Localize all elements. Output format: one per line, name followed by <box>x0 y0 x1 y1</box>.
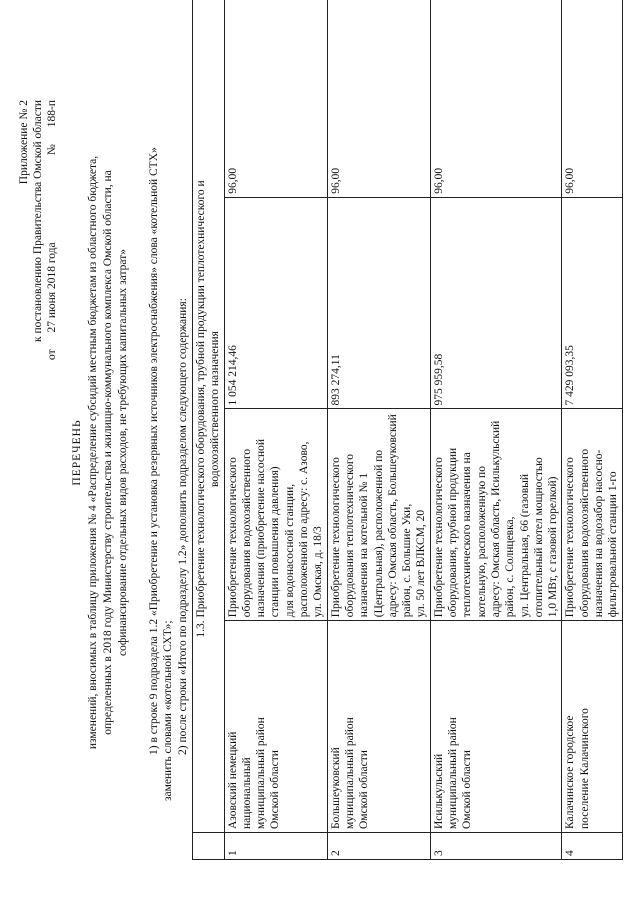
document-subtitle-line-1: изменений, вносимых в таблицу приложения № 4 «Распределение субсидий местным бюджетам из областного бюджета, <box>87 155 99 750</box>
appendix-from: от <box>46 349 58 360</box>
row-percent: 96,00 <box>224 0 327 197</box>
document-title: ПЕРЕЧЕНЬ <box>71 419 83 486</box>
appendix-resolution: к постановлению Правительства Омской области <box>32 100 44 342</box>
table-row <box>430 0 562 860</box>
row-number: 4 <box>562 833 622 860</box>
table-row <box>327 0 430 860</box>
row-number: 1 <box>224 833 327 860</box>
table-row <box>562 0 622 860</box>
row-municipality: Азовский немецкий национальный муниципальный район Омской области <box>224 621 327 833</box>
table-row <box>224 0 327 860</box>
row-municipality: Большеуковский муниципальный район Омской области <box>327 621 430 833</box>
row-amount: 1 054 214,46 <box>224 197 327 409</box>
appendix-number: 188-п <box>46 100 58 128</box>
row-description: Приобретение технологического оборудования водохозяйственного назначения (приобретение насосной станции повышения давления) для водонасосной станции, расположенной по адресу: с. Азово, ул. Омская, д. 18/3 <box>224 409 327 621</box>
document-subtitle-line-2: определенных в 2018 году Министерству строительства и жилищно-коммунального комплекса Омской области, на <box>102 170 114 735</box>
row-number: 2 <box>327 833 430 860</box>
paragraph-item-2: 2) после строки «Итого по подразделу 1.2» дополнить подразделом следующего содержания: <box>177 298 189 755</box>
row-amount: 975 959,58 <box>430 197 562 409</box>
row-municipality: Калачинское городское поселение Калачинского <box>562 621 622 833</box>
row-percent: 96,00 <box>430 0 562 197</box>
appendix-block <box>17 100 59 360</box>
table-section-row <box>193 0 225 860</box>
row-amount: 893 274,11 <box>327 197 430 409</box>
paragraph-item-1: 1) в строке 9 подраздела 1.2 «Приобретение и установка резервных источников электроснабжения» слова «котельной СТХ» <box>148 147 160 755</box>
appendix-date-line <box>45 100 59 360</box>
appendix-date: 27 июня 2018 года <box>46 242 58 333</box>
subsidy-table <box>192 0 623 860</box>
appendix-title: Приложение № 2 <box>18 100 30 185</box>
appendix-no-sign: № <box>46 144 58 156</box>
row-percent: 96,00 <box>562 0 622 197</box>
table-section-title: 1.3. Приобретение технологического оборудования, трубной продукции теплотехнического и водохозяйственного назначения <box>193 0 225 833</box>
paragraph-item-1-continued: заменить словами «котельной СХТ»; <box>162 620 174 801</box>
row-description: Приобретение технологического оборудования, трубной продукции теплотехнического назначения на котельную, расположенную по адресу: Омская область, Исилькульский район, с. Солнцевка, ул. Центральная, 66 (газовый отопительный котел мощностью 1,0 МВт, с газовой горелкой) <box>430 409 562 621</box>
row-municipality: Исилькульский муниципальный район Омской области <box>430 621 562 833</box>
row-number: 3 <box>430 833 562 860</box>
row-description: Приобретение технологического оборудования водохозяйственного назначения на водозабор насосно-фильтровальной станции 1-го <box>562 409 622 621</box>
row-description: Приобретение технологического оборудования теплотехнического назначения на котельной № 1 (Центральная), расположенной по адресу: Омская область, Большеуковский район, с. Большие Уки, ул. 50 лет ВЛКСМ, 20 <box>327 409 430 621</box>
row-percent: 96,00 <box>327 0 430 197</box>
row-amount: 7 429 093,35 <box>562 197 622 409</box>
document-subtitle-line-3: софинансирование отдельных видов расходов, не требующих капитальных затрат» <box>117 249 129 656</box>
